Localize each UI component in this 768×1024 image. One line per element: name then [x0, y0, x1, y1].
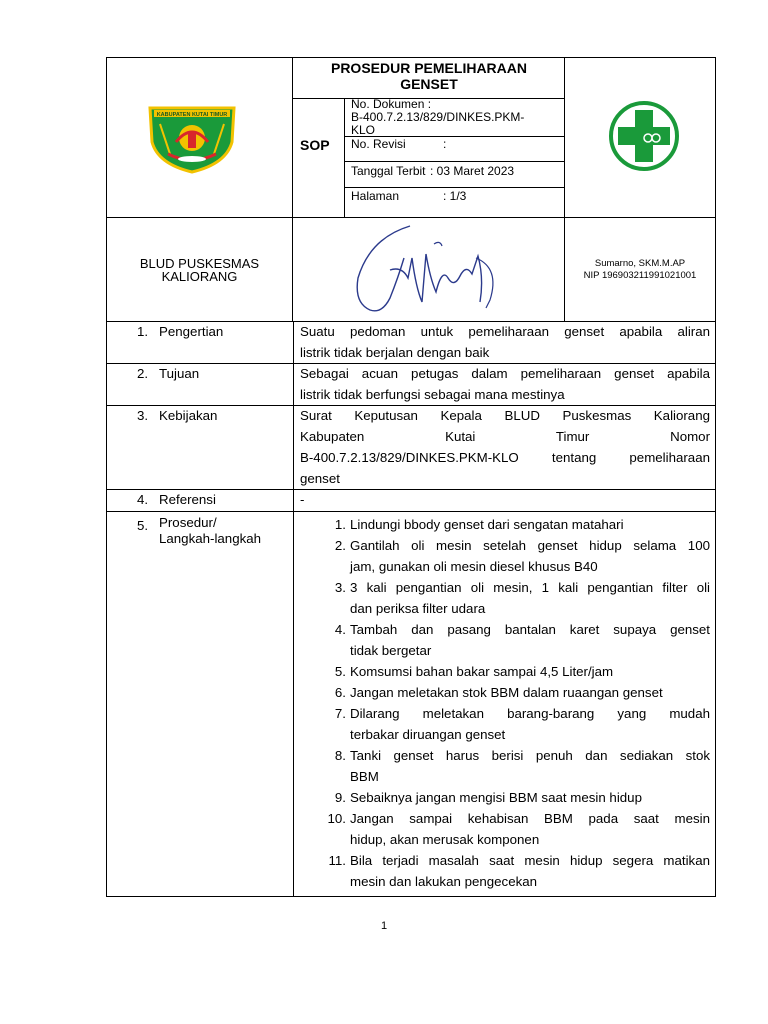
procedure-step-line-2: jam, gunakan oli mesin diesel khusus B40 [350, 559, 598, 574]
procedure-step-line-1: Dilarang meletakan barang-barang yang mudah [350, 706, 710, 721]
signer-nip: NIP 196903211991021001 [583, 270, 697, 281]
section-1-line-1: Suatu pedoman untuk pemeliharaan genset apabila aliran [300, 324, 710, 339]
procedure-step-text [350, 514, 710, 535]
procedure-step-number: 2. [334, 538, 346, 553]
procedure-step [318, 808, 710, 850]
section-3-label: Kebijakan [159, 408, 218, 423]
signer-name: Sumarno, SKM.M.AP [594, 258, 686, 269]
doc-no-label: No. Dokumen : [351, 97, 432, 111]
sop-label: SOP [300, 137, 330, 153]
document-title [293, 60, 565, 92]
page-number: 1 [380, 920, 388, 932]
doc-no-value-2: KLO [351, 123, 376, 137]
procedure-step-line-2: hidup, akan merusak komponen [350, 832, 540, 847]
page-value: : 1/3 [443, 189, 467, 203]
procedure-step [318, 577, 710, 619]
revision-label: No. Revisi [351, 137, 406, 151]
issue-date-value: : 03 Maret 2023 [430, 164, 515, 178]
procedure-step-line-1: Tambah dan pasang bantalan karet supaya genset [350, 622, 710, 637]
section-3-line-1: Surat Keputusan Kepala BLUD Puskesmas Kaliorang [300, 408, 710, 423]
procedure-step [318, 850, 710, 892]
procedure-step [318, 745, 710, 787]
revision-separator: : [443, 137, 447, 151]
procedure-step-number: 5. [334, 664, 346, 679]
procedure-step-number: 11. [328, 853, 346, 868]
procedure-step-text [350, 808, 710, 850]
title-line-2: GENSET [400, 76, 458, 92]
section-4-label: Referensi [159, 492, 216, 507]
procedure-step [318, 619, 710, 661]
procedure-step-line-1: Jangan sampai kehabisan BBM pada saat mesin [350, 811, 710, 826]
procedure-step [318, 703, 710, 745]
procedure-step-text [350, 850, 710, 892]
procedure-step-line-1: Sebaiknya jangan mengisi BBM saat mesin hidup [350, 790, 642, 805]
procedure-step-line-1: Komsumsi bahan bakar sampai 4,5 Liter/jam [350, 664, 614, 679]
procedure-step-text [350, 745, 710, 787]
section-5-label-line-2: Langkah-langkah [159, 531, 262, 546]
procedure-step-line-1: Jangan meletakan stok BBM dalam ruaangan genset [350, 685, 663, 700]
page-label: Halaman [351, 189, 400, 203]
title-line-1: PROSEDUR PEMELIHARAAN [330, 60, 527, 76]
section-1-line-2: listrik tidak berjalan dengan baik [300, 345, 490, 360]
issue-date-label: Tanggal Terbit [351, 164, 426, 178]
procedure-step-text [350, 682, 710, 703]
procedure-step-number: 7. [334, 706, 346, 721]
procedure-step [318, 787, 710, 808]
procedure-step-line-1: Lindungi bbody genset dari sengatan matahari [350, 517, 624, 532]
procedure-step-line-2: mesin dan lakukan pengecekan [350, 874, 538, 889]
section-2-line-1: Sebagai acuan petugas dalam pemeliharaan genset apabila [300, 366, 710, 381]
section-2-line-2: listrik tidak berfungsi sebagai mana mestinya [300, 387, 565, 402]
procedure-step-number: 10. [327, 811, 346, 826]
procedure-step-text [350, 703, 710, 745]
section-3-line-4: genset [300, 471, 340, 486]
procedure-step [318, 535, 710, 577]
section-2-number: 2. [137, 366, 149, 381]
procedure-step-text [350, 535, 710, 577]
procedure-step-line-1: 3 kali pengantian oli mesin, 1 kali pengantian filter oli [350, 580, 710, 595]
signature-image [350, 218, 510, 318]
procedure-step [318, 514, 710, 535]
procedure-step-number: 6. [334, 685, 346, 700]
doc-no-value-1: B-400.7.2.13/829/DINKES.PKM- [351, 110, 525, 124]
kutai-timur-logo [146, 102, 238, 174]
section-3-number: 3. [137, 408, 149, 423]
section-5-label-line-1: Prosedur/ [159, 515, 217, 530]
org-name-line-1: BLUD PUSKESMAS [139, 256, 260, 271]
org-name-line-2: KALIORANG [161, 269, 238, 284]
procedure-step-line-2: tidak bergetar [350, 643, 432, 658]
section-4-number: 4. [137, 492, 149, 507]
procedure-step-line-1: Tanki genset harus berisi penuh dan sediakan stok [350, 748, 710, 763]
section-1-number: 1. [137, 324, 149, 339]
procedure-step-text [350, 661, 710, 682]
procedure-step-text [350, 787, 710, 808]
procedure-step-number: 3. [334, 580, 346, 595]
section-4-value: - [300, 492, 305, 507]
section-1-label: Pengertian [159, 324, 224, 339]
procedure-step [318, 682, 710, 703]
puskesmas-logo [608, 100, 680, 172]
procedure-step-line-1: Gantilah oli mesin setelah genset hidup selama 100 [350, 538, 710, 553]
procedure-step-line-2: dan periksa filter udara [350, 601, 486, 616]
procedure-steps-list [318, 514, 710, 892]
procedure-step-line-2: terbakar diruangan genset [350, 727, 506, 742]
section-3-line-2: Kabupaten Kutai Timur Nomor [300, 429, 710, 444]
procedure-step-number: 8. [334, 748, 346, 763]
section-3-line-3: B-400.7.2.13/829/DINKES.PKM-KLO tentang pemeliharaan [300, 450, 710, 465]
procedure-step-number: 9. [334, 790, 346, 805]
procedure-step-number: 4. [334, 622, 346, 637]
procedure-step-text [350, 619, 710, 661]
procedure-step-text [350, 577, 710, 619]
logo-text: KABUPATEN KUTAI TIMUR [156, 112, 228, 118]
section-2-label: Tujuan [159, 366, 200, 381]
procedure-step [318, 661, 710, 682]
procedure-step-number: 1. [334, 517, 346, 532]
section-5-number: 5. [137, 518, 149, 533]
procedure-step-line-1: Bila terjadi masalah saat mesin hidup segera matikan [350, 853, 710, 868]
procedure-step-line-2: BBM [350, 769, 379, 784]
